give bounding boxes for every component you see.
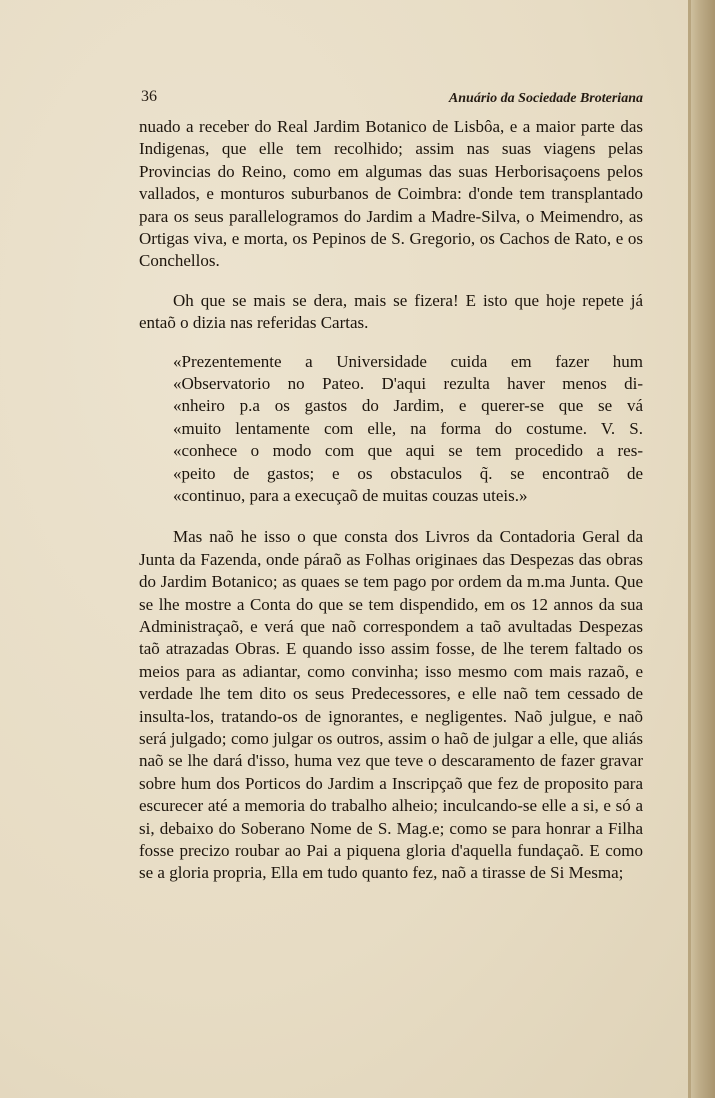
paragraph: Oh que se mais se dera, mais se fizera! E isto que hoje repete já entaõ o dizia nas referidas Cartas. (139, 290, 643, 333)
quote-line: «Observatorio no Pateo. D'aqui rezulta haver menos di- (173, 374, 643, 394)
quote-line: «nheiro p.a os gastos do Jardim, e querer-se que se vá (173, 396, 643, 416)
quote-line: «muito lentamente com elle, na forma do costume. V. S. (173, 418, 643, 438)
block-quote (173, 351, 643, 508)
quote-line: «continuo, para a execuçaõ de muitas couzas uteis.» (173, 486, 528, 505)
paragraph-continued: nuado a receber do Real Jardim Botanico de Lisbôa, e a maior parte das Indigenas, que elle tem recolhido; assim nas suas viagens pelas Provincias do Reino, como em algumas das suas Herborisaçoens pelos vallados, e monturos suburbanos de Coimbra: d'onde tem transplantado para os seus parallelogramos do Jardim a Madre-Silva, o Meimendro, as Ortigas viva, e morta, os Pepinos de S. Gregorio, os Cachos de Rato, e os Conchellos. (139, 117, 643, 271)
running-head: Anuário da Sociedade Broteriana (448, 91, 643, 106)
paragraph: Mas naõ he isso o que consta dos Livros da Contadoria Geral da Junta da Fazenda, onde páraõ as Folhas originaes das Despezas das obras do Jardim Botanico; as quaes se tem pago por ordem da m.ma Junta. Que se lhe mostre a Conta do que se tem dispendido, em os 12 annos da sua Administraçaõ, e verá que naõ correspondem a taõ avultadas Despezas taõ atrazadas Obras. E quando isso assim fosse, de lhe terem faltado os meios para as adiantar, como convinha; isso mesmo com mais razaõ, e verdade lhe tem dito os seus Predecessores, e elle naõ tem cessado de insulta-los, tratando-os de ignorantes, e negligentes. Naõ julgue, e naõ será julgado; como julgar os outros, assim o haõ de julgar a elle, que aliás naõ se lhe dará d'isso, huma vez que teve o descaramento de fazer gravar sobre hum dos Porticos do Jardim a Inscripçaõ que fez de proposito para escurecer até a memoria do trabalho alheio; inculcando-se elle a si, e só a si, debaixo do Soberano Nome de S. Mag.e; como se para honrar a Filha fosse precizo roubar ao Pai a piquena gloria d'aquella fundaçaõ. E como se a gloria propria, Ella em tudo quanto fez, naõ a tirasse de Si Mesma; (139, 527, 643, 883)
quote-line: «Prezentemente a Universidade cuida em fazer hum (173, 351, 643, 371)
page-number: 36 (141, 88, 157, 105)
body-text (139, 116, 643, 885)
page-header (141, 88, 643, 112)
page-edge (688, 0, 715, 1098)
quote-line: «peito de gastos; e os obstaculos q̃. se encontraõ de (173, 463, 643, 483)
quote-line: «conhece o modo com que aqui se tem procedido a res- (173, 441, 643, 461)
